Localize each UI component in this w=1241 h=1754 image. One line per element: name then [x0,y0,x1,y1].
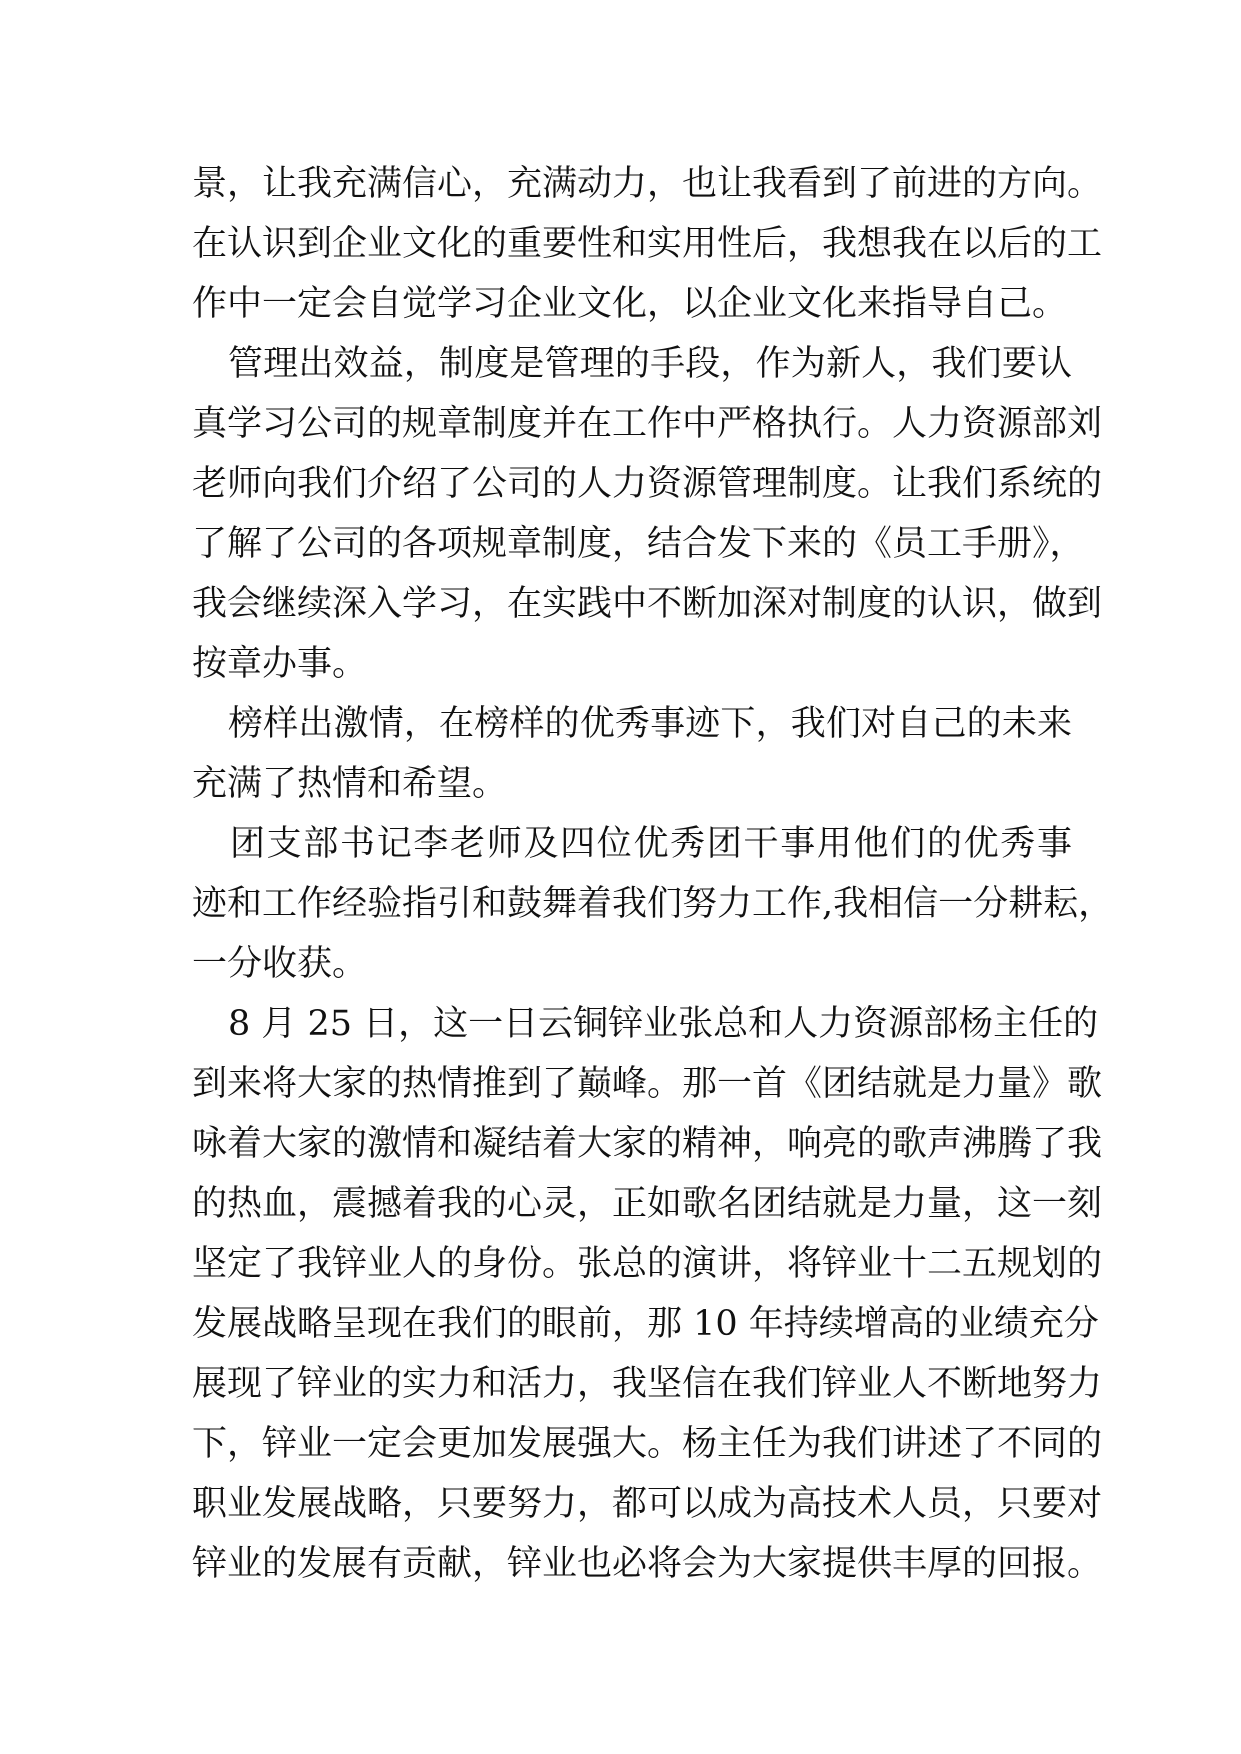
text-line: 下，锌业一定会更加发展强大。杨主任为我们讲述了不同的 [192,1424,1103,1464]
text-line: 充满了热情和希望。 [192,764,508,804]
text-line: 在认识到企业文化的重要性和实用性后，我想我在以后的工 [192,224,1103,264]
text-line: 管理出效益，制度是管理的手段，作为新人，我们要认 [228,344,1072,384]
text-line: 按章办事。 [192,644,368,684]
text-line: 锌业的发展有贡献，锌业也必将会为大家提供丰厚的回报。 [192,1544,1103,1584]
text-line: 作中一定会自觉学习企业文化，以企业文化来指导自己。 [192,284,1068,324]
text-line: 一分收获。 [192,944,368,984]
text-line: 的热血，震撼着我的心灵，正如歌名团结就是力量，这一刻 [192,1184,1103,1224]
document-body [192,154,1114,1594]
text-line: 咏着大家的激情和凝结着大家的精神，响亮的歌声沸腾了我 [192,1124,1103,1164]
text-line: 坚定了我锌业人的身份。张总的演讲，将锌业十二五规划的 [192,1244,1103,1284]
text-line: 展现了锌业的实力和活力，我坚信在我们锌业人不断地努力 [192,1364,1103,1404]
text-line: 发展战略呈现在我们的眼前，那 10 年持续增高的业绩充分 [192,1304,1099,1344]
text-line: 团支部书记李老师及四位优秀团干事用他们的优秀事 [230,824,1072,864]
text-line: 真学习公司的规章制度并在工作中严格执行。人力资源部刘 [192,404,1103,444]
text-line: 职业发展战略，只要努力，都可以成为高技术人员，只要对 [192,1484,1103,1524]
text-line: 到来将大家的热情推到了巅峰。那一首《团结就是力量》歌 [192,1064,1103,1104]
text-line: 我会继续深入学习，在实践中不断加深对制度的认识，做到 [192,584,1103,624]
text-line: 8 月 25 日，这一日云铜锌业张总和人力资源部杨主任的 [228,1004,1099,1044]
text-line: 了解了公司的各项规章制度，结合发下来的《员工手册》， [192,524,1085,564]
text-line: 榜样出激情，在榜样的优秀事迹下，我们对自己的未来 [228,704,1072,744]
text-line: 老师向我们介绍了公司的人力资源管理制度。让我们系统的 [192,464,1103,504]
text-line: 迹和工作经验指引和鼓舞着我们努力工作,我相信一分耕耘， [192,884,1114,924]
text-line: 景，让我充满信心，充满动力，也让我看到了前进的方向。 [192,164,1103,204]
